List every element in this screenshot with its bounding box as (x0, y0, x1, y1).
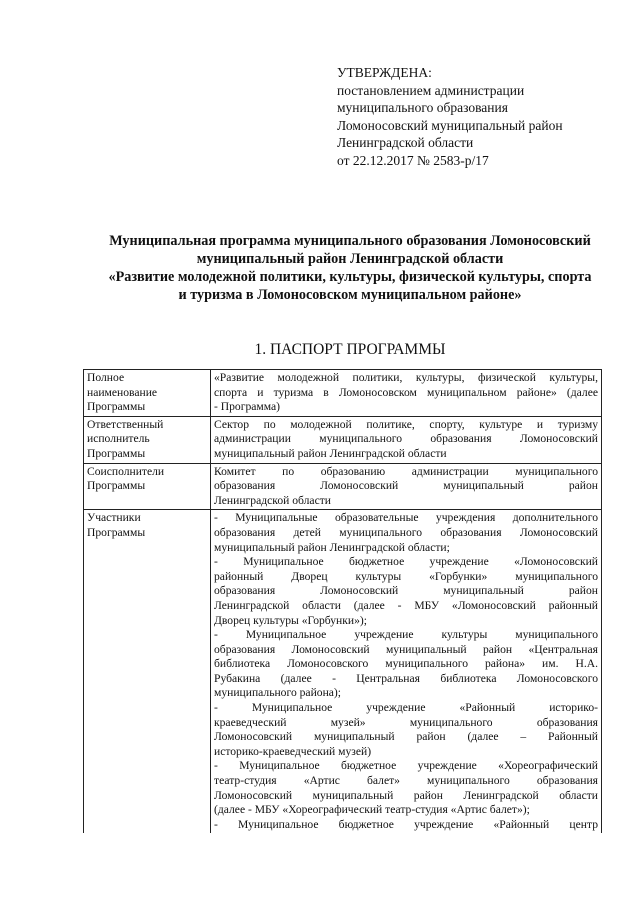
row-value-line: библиотека Ломоносовского муниципального района» им. Н.А. (214, 657, 598, 671)
row-label-cell (84, 416, 211, 463)
table-row (84, 370, 602, 417)
program-title-line: и туризма в Ломоносовском муниципальном районе» (178, 287, 522, 303)
approval-line: от 22.12.2017 № 2583-р/17 (337, 152, 489, 168)
program-title-line: муниципальный район Ленинградской области (196, 251, 504, 267)
row-label-cell (84, 370, 211, 417)
section-heading: 1. ПАСПОРТ ПРОГРАММЫ (254, 341, 446, 358)
row-label-cell (84, 463, 211, 510)
row-value-line: «Развитие молодежной политики, культуры, физической культуры, (214, 371, 598, 384)
row-label-line: Программы (87, 446, 146, 460)
row-label-line: Соисполнители (87, 464, 165, 478)
row-value-line: (далее - МБУ «Хореографический театр-студия «Артис балет»); (214, 803, 530, 817)
row-value-line: муниципального района); (214, 686, 342, 700)
row-value-line: - Муниципальное учреждение «Районный историко- (214, 701, 598, 715)
row-value-line: спорта и туризма в Ломоносовском муниципальном районе» (далее (214, 385, 598, 399)
row-value-line: - Муниципальное бюджетное учреждение «Районный центр (214, 817, 598, 831)
program-title-line: «Развитие молодежной политики, культуры, физической культуры, спорта (108, 269, 592, 285)
row-value-line: Дворец культуры «Горбунки»); (214, 613, 367, 627)
row-value-line: историко-краеведческий музей) (214, 744, 372, 758)
row-value-line: - Программа) (214, 400, 281, 414)
approval-line: муниципального образования (337, 100, 508, 115)
row-value-line: - Муниципальное бюджетное учреждение «Хореографический (214, 759, 598, 773)
row-label-line: Программы (87, 400, 146, 414)
row-value-line: Ленинградской области (далее - МБУ «Ломоносовский районный (214, 598, 598, 612)
row-value-line: образования Ломоносовский муниципальный район (214, 584, 598, 598)
row-value-line: Ленинградской области (214, 493, 331, 507)
row-value-line: театр-студия «Артис балет» муниципального образования (214, 774, 598, 788)
row-label-line: Полное (87, 371, 125, 384)
row-label-line: исполнитель (87, 432, 150, 446)
row-value-line: - Муниципальное учреждение культуры муниципального (214, 628, 598, 642)
row-value-line: районный Дворец культуры «Горбунки» муниципального (214, 569, 598, 583)
row-value-cell (211, 370, 602, 417)
row-value-cell (211, 510, 602, 834)
row-value-line: Рубакина (далее - Центральная библиотека Ломоносовского (214, 671, 598, 685)
approval-line: Ломоносовский муниципальный район (337, 117, 563, 133)
row-value-line: администрации муниципального образования Ломоносовский (214, 432, 598, 446)
program-title-line: Муниципальная программа муниципального образования Ломоносовский (109, 233, 591, 249)
table-row (84, 463, 602, 510)
row-value-line: краеведческий музей» муниципального образования (214, 715, 598, 729)
row-value-line: - Муниципальное бюджетное учреждение «Ломоносовский (214, 555, 598, 569)
row-value-cell (211, 416, 602, 463)
approval-line: Ленинградской области (337, 135, 474, 150)
row-value-line: образования детей муниципального образования Ломоносовский (214, 525, 598, 539)
row-label-line: Участники (87, 511, 141, 525)
row-value-line: образования Ломоносовский муниципальный район (214, 479, 598, 493)
table-row (84, 416, 602, 463)
table-row (84, 510, 602, 834)
approval-line: постановлением администрации (337, 82, 525, 98)
row-value-cell (211, 463, 602, 510)
row-value-line: муниципальный район Ленинградской области; (214, 540, 450, 554)
row-value-line: - Муниципальные образовательные учреждения дополнительного (214, 511, 598, 525)
row-value-line: Ломоносовский муниципальный район Ленинградской области (214, 788, 598, 802)
row-value-line: образования Ломоносовский муниципальный район «Центральная (214, 642, 598, 656)
row-label-line: Ответственный (87, 417, 164, 431)
row-label-line: наименование (87, 385, 158, 399)
row-value-line: Ломоносовский муниципальный район (далее – Районный (214, 730, 598, 744)
approval-stamp (337, 64, 627, 169)
row-label-cell (84, 510, 211, 834)
program-passport-table (83, 369, 602, 833)
approval-heading: УТВЕРЖДЕНА: (337, 65, 432, 80)
row-value-line: Сектор по молодежной политике, спорту, культуре и туризму (214, 417, 598, 431)
row-value-line: Комитет по образованию администрации муниципального (214, 464, 598, 478)
row-value-line: муниципальный район Ленинградской области (214, 446, 447, 460)
row-label-line: Программы (87, 525, 146, 539)
row-label-line: Программы (87, 479, 146, 493)
program-title (60, 232, 640, 304)
